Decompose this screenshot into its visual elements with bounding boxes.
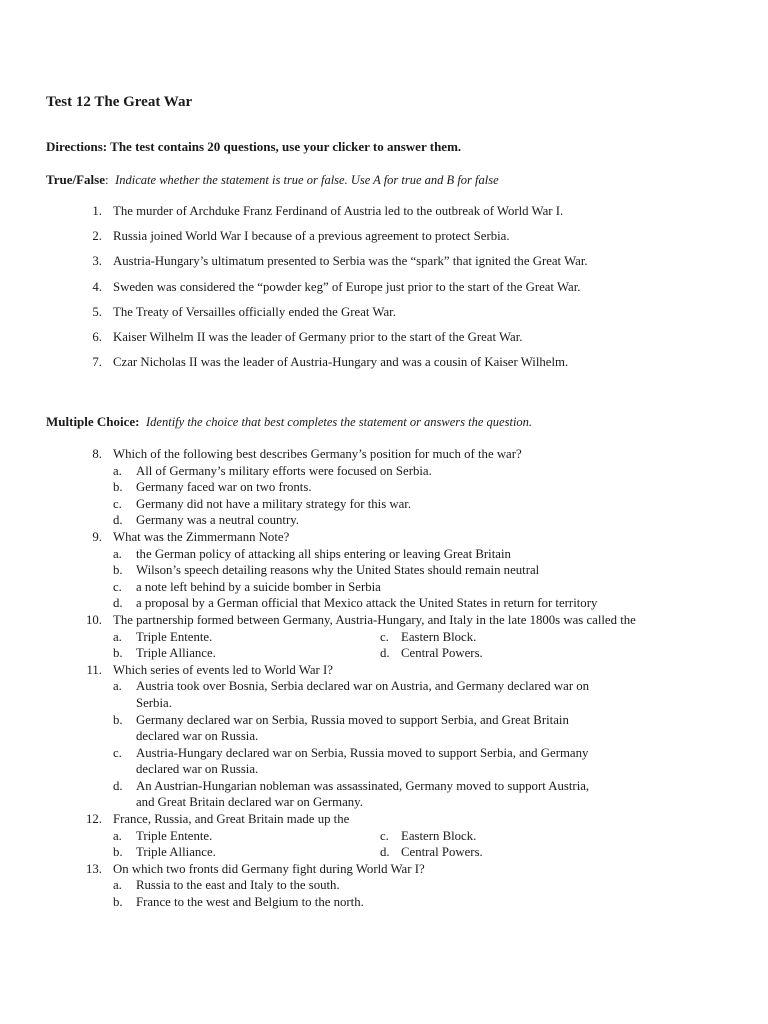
answer-option [0,464,768,481]
item-number: 4. [92,279,102,294]
question-text: The partnership formed between Germany, Austria-Hungary, and Italy in the late 1800s was called the [113,612,636,627]
option-text: Austria took over Bosnia, Serbia declared war on Austria, and Germany declared war on [136,679,590,694]
option-letter: d. [380,646,390,661]
question-text: Which series of events led to World War I? [113,662,333,677]
option-letter: c. [113,745,122,760]
option-letter: c. [113,496,122,511]
item-number: 3. [92,254,102,269]
answer-option-row [0,845,768,862]
question-number: 8. [92,447,102,461]
answer-option-continuation [0,795,768,812]
question-number: 10. [86,612,102,627]
option-text: Russia to the east and Italy to the south. [136,878,340,893]
list-item [0,305,768,330]
answer-option-continuation [0,762,768,779]
multiple-choice-instruction: Identify the choice that best completes the statement or answers the question. [146,415,533,429]
answer-option [0,563,768,580]
option-text: Eastern Block. [401,629,477,644]
option-letter: d. [113,778,123,793]
item-number: 5. [92,304,102,319]
question-text: Which of the following best describes Germany’s position for much of the war? [113,447,522,461]
answer-option [0,713,768,730]
option-text: Triple Alliance. [136,845,216,860]
option-text: a proposal by a German official that Mexico attack the United States in return for territory [136,596,598,611]
question [0,613,768,630]
list-item [0,254,768,279]
option-text: Serbia. [136,695,172,710]
option-letter: c. [380,629,389,644]
answer-option [0,878,768,895]
answer-option [0,513,768,530]
option-letter: d. [380,845,390,860]
question-number: 11. [86,662,102,677]
question-number: 12. [86,812,102,827]
option-text: and Great Britain declared war on Germany. [136,795,363,810]
answer-option [0,497,768,514]
item-text: Russia joined World War I because of a previous agreement to protect Serbia. [113,229,510,244]
answer-option [0,895,768,912]
option-text: Central Powers. [401,646,483,661]
question-number: 9. [92,529,102,544]
item-number: 2. [92,229,102,244]
item-text: The murder of Archduke Franz Ferdinand of Austria led to the outbreak of World War I. [113,204,564,218]
item-number: 7. [92,355,102,370]
page-title: Test 12 The Great War [46,94,193,110]
answer-option [0,580,768,597]
answer-option [0,547,768,564]
option-text: Germany declared war on Serbia, Russia moved to support Serbia, and Great Britain [136,712,569,727]
question [0,812,768,829]
true-false-instruction: Indicate whether the statement is true or false. Use A for true and B for false [115,173,499,187]
option-letter: c. [380,828,389,843]
list-item [0,229,768,254]
list-item [0,330,768,355]
answer-option [0,679,768,696]
question [0,447,768,464]
question-text: What was the Zimmermann Note? [113,529,290,544]
option-text: Austria-Hungary declared war on Serbia, Russia moved to support Serbia, and Germany [136,745,589,760]
question-text: On which two fronts did Germany fight during World War I? [113,861,425,876]
list-item [0,204,768,229]
option-text: Germany faced war on two fronts. [136,480,312,495]
multiple-choice-heading: Multiple Choice: [46,414,140,429]
item-text: Austria-Hungary’s ultimatum presented to Serbia was the “spark” that ignited the Great War. [113,254,588,269]
option-text: Germany did not have a military strategy for this war. [136,496,412,511]
answer-option [0,596,768,613]
item-number: 6. [92,329,102,344]
answer-option-row [0,829,768,846]
option-letter: d. [113,596,123,611]
option-text: Central Powers. [401,845,483,860]
option-letter: b. [113,646,123,661]
answer-option-continuation [0,696,768,713]
option-text: Triple Alliance. [136,646,216,661]
option-letter: a. [113,463,122,478]
option-letter: a. [113,828,122,843]
directions-text: Directions: The test contains 20 questions, use your clicker to answer them. [46,139,462,154]
answer-option [0,480,768,497]
option-letter: d. [113,513,123,528]
option-text: All of Germany’s military efforts were focused on Serbia. [136,463,432,478]
option-text: declared war on Russia. [136,762,259,777]
option-text: the German policy of attacking all ships entering or leaving Great Britain [136,546,511,561]
multiple-choice-header [46,414,532,430]
option-letter: a. [113,679,122,694]
item-text: Sweden was considered the “powder keg” of Europe just prior to the start of the Great War. [113,279,581,294]
option-letter: b. [113,895,123,910]
multiple-choice-list [0,447,768,912]
option-letter: c. [113,579,122,594]
option-text: Wilson’s speech detailing reasons why the United States should remain neutral [136,563,540,578]
question-text: France, Russia, and Great Britain made up the [113,812,350,827]
item-text: Czar Nicholas II was the leader of Austria-Hungary and was a cousin of Kaiser Wilhelm. [113,355,569,370]
option-text: declared war on Russia. [136,729,259,744]
option-text: Triple Entente. [136,828,213,843]
true-false-header: True/False: Indicate whether the statement is true or false. Use A for true and B for false [46,172,499,187]
answer-option [0,779,768,796]
option-text: Germany was a neutral country. [136,513,299,528]
option-letter: b. [113,480,123,495]
list-item [0,280,768,305]
question [0,862,768,879]
list-item [0,355,768,380]
option-text: France to the west and Belgium to the north. [136,895,364,910]
option-text: Eastern Block. [401,828,477,843]
question-number: 13. [86,861,102,876]
option-letter: a. [113,878,122,893]
answer-option-row [0,630,768,647]
option-text: Triple Entente. [136,629,213,644]
true-false-heading: True/False [46,172,105,187]
option-letter: b. [113,563,123,578]
answer-option-row [0,646,768,663]
option-letter: b. [113,712,123,727]
option-text: An Austrian-Hungarian nobleman was assassinated, Germany moved to support Austria, [136,778,590,793]
question [0,530,768,547]
true-false-list [0,204,768,380]
option-letter: b. [113,845,123,860]
item-text: The Treaty of Versailles officially ended the Great War. [113,304,396,319]
item-text: Kaiser Wilhelm II was the leader of Germany prior to the start of the Great War. [113,329,523,344]
question [0,663,768,680]
answer-option [0,746,768,763]
option-text: a note left behind by a suicide bomber in Serbia [136,579,381,594]
answer-option-continuation [0,729,768,746]
option-letter: a. [113,629,122,644]
item-number: 1. [92,204,102,218]
option-letter: a. [113,546,122,561]
